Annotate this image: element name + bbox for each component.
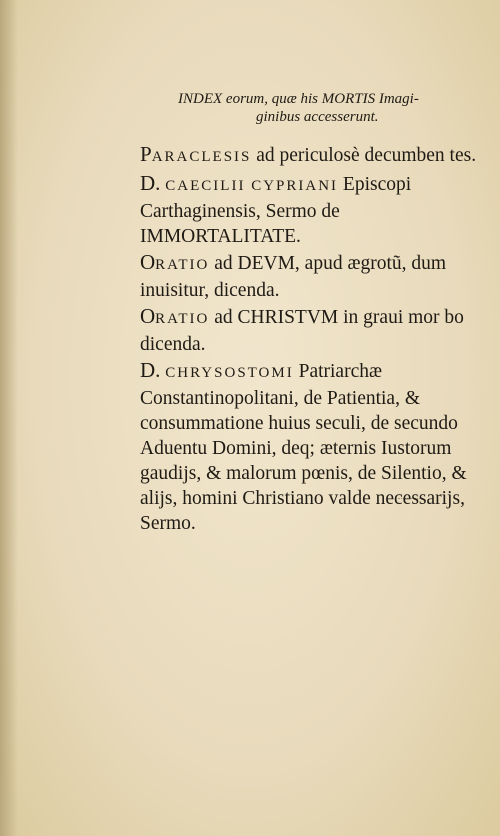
entry-caps: RATIO: [155, 257, 210, 273]
index-heading: [178, 90, 478, 126]
index-heading-line2: ginibus accesserunt.: [256, 109, 379, 125]
entry-text: ad CHRISTVM in graui mor bo dicenda.: [140, 307, 464, 355]
entry-caps: CHRYSOSTOMI: [165, 365, 294, 381]
entry-lead: D.: [140, 358, 161, 382]
entry-text: Patriarchæ Constantinopolitani, de Patientia, & consummatione huius seculi, de secundo Aduentu Domini, deq; æternis Iustorum gaudijs, & malorum pœnis, de Silentio, & alijs, homini Christiano valde necessarijs, Sermo.: [140, 361, 467, 534]
index-heading-line1: INDEX eorum, quæ his MORTIS Imagi-: [178, 91, 419, 107]
entry-caps: RATIO: [155, 311, 210, 327]
index-entry-chrysostom: [140, 358, 490, 536]
entry-caps: ARACLESIS: [151, 149, 252, 165]
index-entries: [140, 142, 490, 537]
ink-smudge: [398, 498, 420, 507]
index-entry-oratio-christum: [140, 304, 490, 357]
entry-text: Episcopi Carthaginensis, Sermo de IMMORTALITATE.: [140, 174, 412, 247]
entry-text: ad DEVM, apud ægrotũ, dum inuisitur, dicenda.: [140, 253, 447, 301]
index-entry-paraclesis: [140, 142, 490, 170]
entry-caps: CAECILII CYPRIANI: [165, 178, 339, 194]
show-through-bottom: [0, 640, 500, 668]
entry-text: ad periculosè decumben tes.: [256, 145, 477, 166]
index-entry-oratio-deum: [140, 250, 490, 303]
entry-lead: P: [140, 142, 152, 166]
entry-lead: O: [140, 304, 156, 328]
entry-lead: O: [140, 250, 156, 274]
page-gutter-shadow: [0, 0, 18, 836]
index-entry-cyprian: [140, 171, 490, 249]
show-through-top: [0, 6, 500, 96]
entry-lead: D.: [140, 171, 161, 195]
